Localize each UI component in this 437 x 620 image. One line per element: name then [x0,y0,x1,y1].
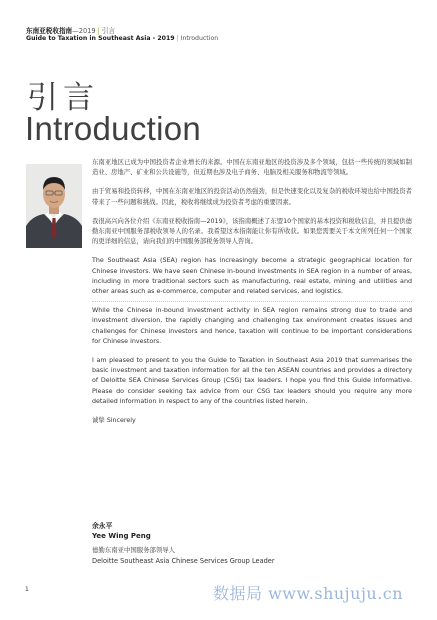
header-section-cn: 引言 [101,27,115,35]
author-portrait [26,164,82,248]
signatory-role-cn: 德勤东南亚中国服务部领导人 [92,546,176,554]
header-line-chinese [26,25,115,35]
header-year: —2019 [72,27,96,35]
paragraph-en-3: I am pleased to present to you the Guide to Taxation in Southeast Asia 2019 that summarises the basic investment and taxation information for all the ten ASEAN countries and provides a directory of Deloitte SEA Chinese Services Group (CSG) tax leaders. I hope you find this Guide informative. Please do consider seeking tax advice from our CSG tax leaders should you require any more detailed information in respect to any of the countries listed herein. [92,357,412,405]
page-title-english: Introduction [25,110,202,147]
signatory-name-en: Yee Wing Peng [92,532,151,540]
paragraph-cn-2: 由于贸易和投资转移，中国在东南亚地区的投资活动仍然强劲，但是快速变化以及复杂的税收环境也给中国投资者带来了一些问题和挑战。因此，税收将继续成为投资者考虑的重要因素。 [92,188,412,206]
page-number: 1 [25,586,29,593]
watermark: 数据局 www.shujuju.cn [213,584,404,603]
page-title-chinese: 引言 [27,80,99,116]
introduction-body [92,158,412,435]
paragraph-en-2: While the Chinese in-bound investment activity in SEA region remains strong due to trade and investment diversion, the rapidly changing and challenging tax environment creates issues and challenges for Chinese investors and hence, taxation will continue to be important considerations for Chinese investors. [92,307,412,345]
header-guide-title-en: Guide to Taxation in Southeast Asia - 2019 [26,35,175,42]
header-guide-title-cn: 东南亚税收指南 [26,27,73,35]
divider [92,301,412,302]
header-line-english [26,35,218,42]
paragraph-cn-3: 我很高兴向各位介绍《东南亚税收指南—2019》，该指南概述了东盟10个国家的基本投资和税收信息，并且提供德勤东南亚中国服务部税收领导人的名录。我希望这本指南能让你有所收获。如果您需要关于本文所列任何一个国家的更详细的信息，请向我们的中国服务部税务领导人咨询。 [92,217,412,246]
paragraph-cn-1: 东南亚地区已成为中国投资者企业增长的来源。中国在东南亚地区的投资涉及多个领域，包括一些传统的领域如制造业、房地产、矿业和公共设施等，但近期也涉及电子商务、电脑及相关服务和物流等领域。 [92,159,412,177]
header-section-en: Introduction [180,35,219,42]
paragraph-en-1: The Southeast Asia (SEA) region has increasingly become a strategic geographical location for Chinese investors. We have seen Chinese in-bound investments in SEA region in a number of areas, including in more traditional sectors such as manufacturing, real estate, mining and utilities and other areas such as e-commerce, computer and related services, and logistics. [92,257,412,296]
signatory-name-cn: 余永平 [92,522,113,530]
header-separator: | [97,27,100,35]
portrait-illustration [26,164,82,248]
header-separator-2: | [176,35,179,42]
signatory-role-en: Deloitte Southeast Asia Chinese Services Group Leader [92,557,275,565]
closing-sincerely: 诚挚 Sincerely [92,417,136,425]
